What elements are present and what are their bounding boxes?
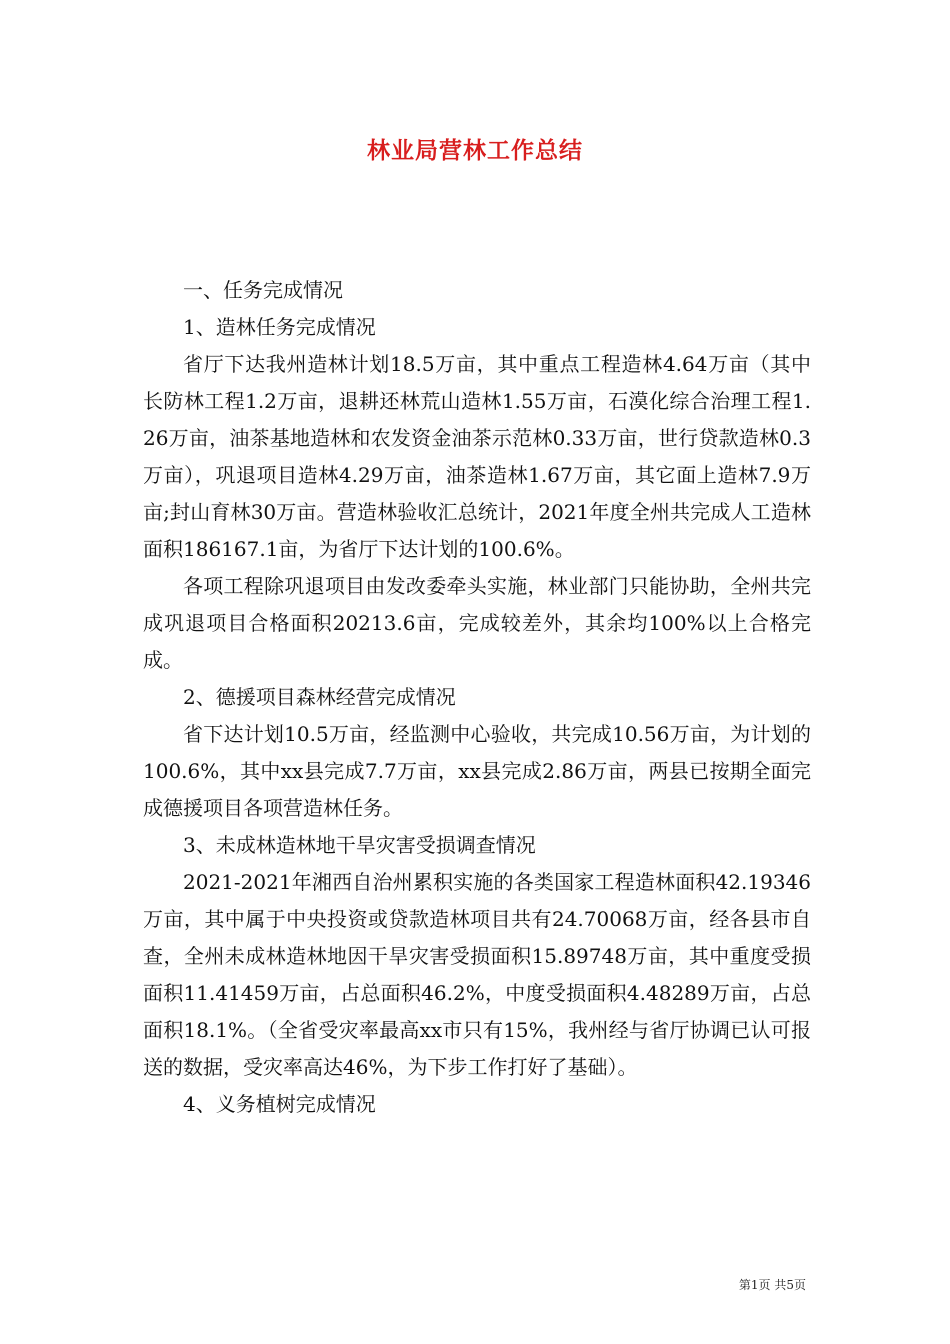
subsection-heading: 1、造林任务完成情况 (183, 315, 376, 339)
body-paragraph: 2021-2021年湘西自治州累积实施的各类国家工程造林面积42.19346万亩，其中属于中央投资或贷款造林项目共有24.70068万亩，经各县市自查，全州未成林造林地因干旱灾害受损面积15.89748万亩，其中重度受损面积11.41459万亩，占总面积46.2%，中度受损面积4.48289万亩，占总面积18.1%。（全省受灾率最高xx市只有15%，我州经与省厅协调已认可报送的数据，受灾率高达46%，为下步工作打好了基础）。 (143, 870, 811, 1079)
document-title: 林业局营林工作总结 (367, 138, 583, 164)
subsection-heading: 4、义务植树完成情况 (183, 1092, 376, 1116)
body-paragraph: 省下达计划10.5万亩，经监测中心验收，共完成10.56万亩，为计划的100.6%，其中xx县完成7.7万亩，xx县完成2.86万亩，两县已按期全面完成德援项目各项营造林任务。 (143, 722, 811, 820)
document-body (143, 272, 811, 1123)
subsection-heading: 3、未成林造林地干旱灾害受损调查情况 (183, 833, 536, 857)
body-paragraph: 省厅下达我州造林计划18.5万亩，其中重点工程造林4.64万亩（其中长防林工程1.2万亩，退耕还林荒山造林1.55万亩，石漠化综合治理工程1.26万亩，油茶基地造林和农发资金油茶示范林0.33万亩，世行贷款造林0.3万亩），巩退项目造林4.29万亩，油茶造林1.67万亩，其它面上造林7.9万亩;封山育林30万亩。营造林验收汇总统计，2021年度全州共完成人工造林面积186167.1亩，为省厅下达计划的100.6%。 (143, 352, 811, 561)
subsection-heading: 2、德援项目森林经营完成情况 (183, 685, 456, 709)
section-heading: 一、任务完成情况 (183, 278, 343, 302)
body-paragraph: 各项工程除巩退项目由发改委牵头实施，林业部门只能协助，全州共完成巩退项目合格面积20213.6亩，完成较差外，其余均100%以上合格完成。 (143, 574, 811, 672)
page-number-footer: 第1页 共5页 (738, 1278, 806, 1292)
